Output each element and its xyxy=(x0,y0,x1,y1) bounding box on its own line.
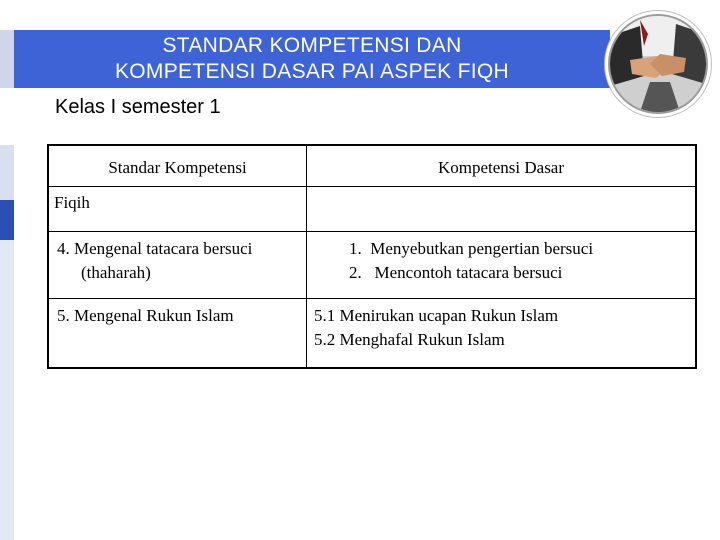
kd-list xyxy=(307,299,695,352)
empty-cell xyxy=(307,187,697,232)
title-bar xyxy=(14,30,610,88)
sk-text xyxy=(49,299,306,328)
kd-item: 5.2 Menghafal Rukun Islam xyxy=(314,330,505,349)
page-title-line-2: KOMPETENSI DASAR PAI ASPEK FIQH xyxy=(114,60,509,83)
kd-cell xyxy=(307,299,697,369)
sk-line: (thaharah) xyxy=(81,263,151,282)
left-accent-strip xyxy=(0,0,14,540)
sk-line: 4. Mengenal tatacara bersuci xyxy=(57,239,253,258)
table-row xyxy=(48,187,696,232)
kd-list xyxy=(307,232,695,285)
page-title-line-1: STANDAR KOMPETENSI DAN xyxy=(162,34,462,57)
kd-item: 2. Mencontoh tatacara bersuci xyxy=(349,263,563,282)
header-standar-kompetensi: Standar Kompetensi xyxy=(48,145,307,187)
table-row xyxy=(48,299,696,369)
sk-cell xyxy=(48,232,307,299)
class-semester-label: Kelas I semester 1 xyxy=(55,96,221,118)
table-header-row xyxy=(48,145,696,187)
sk-text xyxy=(49,232,306,285)
handshake-photo-icon xyxy=(610,16,706,112)
sk-line: 5. Mengenal Rukun Islam xyxy=(57,306,234,325)
section-label: Fiqih xyxy=(54,193,90,212)
section-cell xyxy=(48,187,307,232)
kd-cell xyxy=(307,232,697,299)
competency-table xyxy=(47,144,697,369)
header-kompetensi-dasar: Kompetensi Dasar xyxy=(307,145,697,187)
table-row xyxy=(48,232,696,299)
sk-cell xyxy=(48,299,307,369)
kd-item: 1. Menyebutkan pengertian bersuci xyxy=(349,239,594,258)
kd-item: 5.1 Menirukan ucapan Rukun Islam xyxy=(314,306,559,325)
left-accent-block xyxy=(0,200,14,240)
